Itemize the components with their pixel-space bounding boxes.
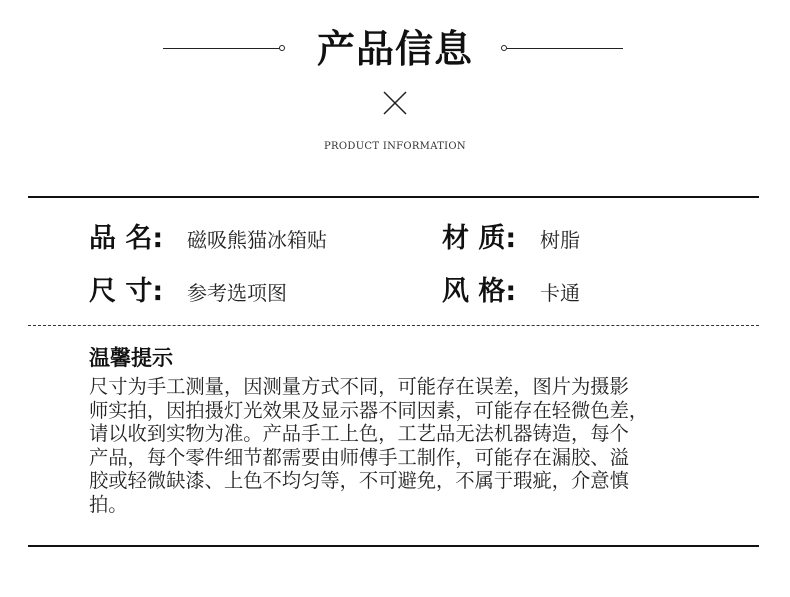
- bottom-divider: [28, 545, 759, 547]
- name-label: 品 名:: [89, 223, 164, 254]
- style-value: 卡通: [540, 281, 580, 305]
- dashed-divider: [28, 325, 759, 326]
- top-divider: [28, 196, 759, 198]
- material-value: 树脂: [540, 228, 580, 252]
- page-title: 产品信息: [316, 27, 473, 71]
- notice-body: 尺寸为手工测量，因测量方式不同，可能存在误差，图片为摄影 师实拍，因拍摄灯光效果及显示器不同因素，可能存在轻微色差， 请以收到实物为准。产品手工上色，工艺品无法机器铸造，每个 产品，每个零件细节都需要由师傅手工制作，可能存在漏胶、溢 胶或轻微缺漆、上色不均匀等，不可避免，不属于瑕疵，介意慎 拍。: [89, 375, 649, 516]
- name-value: 磁吸熊猫冰箱贴: [187, 228, 327, 252]
- size-value: 参考选项图: [187, 281, 287, 305]
- x-mark-icon: [382, 90, 408, 116]
- material-label: 材 质:: [442, 223, 517, 254]
- page-subtitle: PRODUCT INFORMATION: [324, 141, 466, 152]
- style-label: 风 格:: [442, 276, 517, 307]
- header-right-line: [507, 48, 623, 49]
- notice-title: 温馨提示: [89, 346, 173, 370]
- size-label: 尺 寸:: [89, 276, 164, 307]
